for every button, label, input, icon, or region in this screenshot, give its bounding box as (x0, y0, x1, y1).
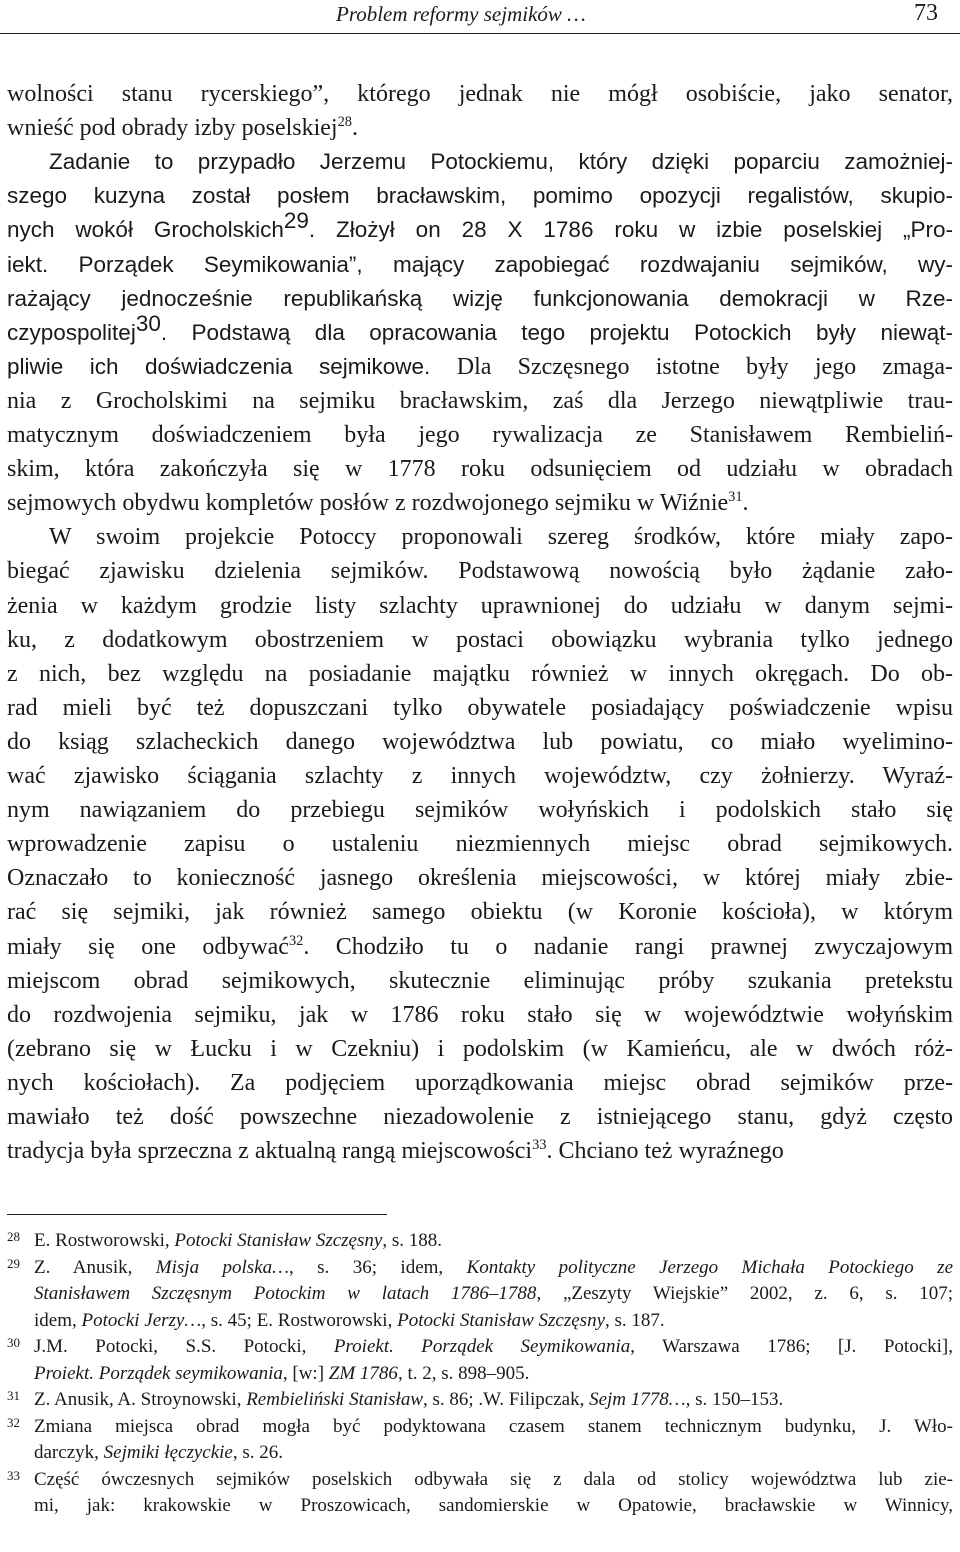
italic-title: Potocki Stanisław Szczęsny (397, 1309, 606, 1331)
text-run: nych wokół Grocholskich (7, 217, 284, 243)
text-run: tradycja była sprzeczna z aktualną rangą miejscowości (7, 1138, 533, 1165)
footnote-line (34, 1281, 953, 1307)
text-run: E. Rostworowski, (34, 1230, 175, 1251)
text-run: Zmiana miejsca obrad mogła być podyktowana czasem stanem technicznym budynku, J. Wło- (34, 1415, 953, 1437)
footnote-number: 30 (7, 1335, 20, 1350)
text-run: czypospolitej (7, 319, 136, 345)
text-run: Z. Anusik, A. Stroynowski, (34, 1389, 247, 1410)
text-line (7, 759, 953, 794)
footnote-number: 29 (7, 1255, 20, 1271)
text-run: Z. Anusik, (34, 1256, 156, 1278)
text-run: , s. 45; E. Rostworowski, (201, 1309, 398, 1331)
text-run: nia z Grocholskimi na sejmiku bracławskim, zaś dla Jerzego niewątpliwie trau- (7, 387, 953, 414)
text-run: . Podstawą dla opracowania tego projektu Potockich były niewąt- (160, 319, 953, 345)
italic-title: ZM 1786 (328, 1362, 398, 1384)
text-run: Dla Szczęsnego istotne były jego zmaga- (456, 353, 953, 380)
footnote-line (34, 1308, 953, 1334)
text-run: W swoim projekcie Potoccy proponowali szereg środków, które miały zapo- (49, 524, 953, 551)
text-run: miejscom obrad sejmikowych, skutecznie eliminując próby szukania pretekstu (7, 967, 953, 994)
italic-title: Stanisławem Szczęsnym Potockim w latach 1786–1788 (34, 1283, 537, 1304)
footnote-ref: 30 (135, 310, 161, 336)
text-run: , Warszawa 1786; [J. Potocki], (630, 1336, 953, 1357)
footnote-number: 33 (7, 1467, 20, 1483)
text-line (49, 520, 953, 555)
footnote-line (34, 1414, 953, 1440)
text-line (7, 486, 953, 521)
text-run: wprowadzenie zapisu o ustaleniu niezmiennych miejsc obrad sejmikowych. (7, 831, 953, 858)
footnote-number: 31 (7, 1388, 20, 1403)
text-run: . (352, 115, 358, 142)
page-number: 73 (914, 0, 938, 26)
text-line (7, 1134, 953, 1169)
footnote-ref: 28 (337, 114, 352, 131)
text-line (7, 895, 953, 930)
text-line (7, 310, 953, 351)
footnote-ref: 31 (728, 489, 743, 506)
text-run: Oznaczało to konieczność jasnego określenia miejscowości, w której miały zbie- (7, 865, 953, 892)
text-line (7, 77, 953, 112)
text-line (7, 111, 953, 146)
italic-title: Kontakty polityczne Jerzego Michała Potockiego ze (466, 1256, 954, 1278)
text-line (7, 452, 953, 487)
text-run: . Chodziło tu o nadanie rangi prawnej zwyczajowym (303, 933, 953, 960)
italic-title: Rembieliński Stanisław (246, 1389, 423, 1410)
text-run: miały się one odbywać (7, 933, 289, 960)
text-run: J.M. Potocki, S.S. Potocki, (34, 1336, 334, 1357)
italic-title: Potocki Jerzy… (81, 1309, 202, 1331)
italic-title: Potocki Stanisław Szczęsny (174, 1230, 383, 1251)
text-line (7, 793, 953, 828)
text-run: nych kościołach). Za podjęciem uporządkowania miejsc obrad sejmików prze- (7, 1069, 953, 1096)
text-line (49, 145, 953, 180)
text-run: rażający jednocześnie republikańską wizję funkcjonowania demokracji w Rze- (7, 285, 953, 311)
text-run: rad mieli być też dopuszczani tylko obywatele posiadający poświadczenie wpisu (7, 694, 953, 721)
text-line (7, 384, 953, 419)
text-run: (zebrano się w Łucku i w Czekniu) i podolskim (w Kamieńcu, ale w dwóch róż- (7, 1035, 953, 1062)
running-head-title: Problem reformy sejmików … (336, 2, 586, 26)
text-run: , s. 150–153. (685, 1389, 784, 1410)
text-run: żenia w każdym grodzie listy szlachty uprawnionej do udziału w danym sejmi- (7, 592, 953, 619)
text-line (7, 208, 953, 248)
text-run: mawiało też dość powszechne niezadowolenie z istniejącego stanu, gdyż często (7, 1104, 953, 1130)
text-run: z nich, bez względu na posiadanie majątku również w innych okręgach. Do ob- (7, 660, 953, 687)
text-run: , [w:] (282, 1362, 329, 1384)
text-run: pliwie ich doświadczenia sejmikowe. (7, 353, 457, 379)
text-run: Część ówczesnych sejmików poselskich odbywała się z dala od stolicy województwa lub zie- (34, 1468, 953, 1490)
footnote-ref: 29 (283, 208, 309, 234)
text-run: , „Zeszyty Wiejskie” 2002, z. 6, s. 107; (536, 1283, 953, 1304)
text-run: darczyk, (34, 1442, 104, 1463)
footnote-separator (7, 1214, 387, 1215)
text-run: biegać zjawisku dzielenia sejmików. Podstawową nowością było żądanie zało- (7, 558, 953, 585)
text-run: do rozdwojenia sejmiku, jak w 1786 roku stało się w województwie wołyńskim (7, 1001, 953, 1028)
text-run: . Chciano też wyraźnego (546, 1138, 784, 1165)
text-line (7, 930, 953, 965)
text-line (7, 998, 953, 1033)
text-line (7, 248, 953, 283)
text-line (7, 725, 953, 760)
footnote-number: 28 (7, 1229, 20, 1244)
text-line (7, 1100, 953, 1135)
text-line (7, 623, 953, 658)
footnote-line (34, 1387, 953, 1413)
footnote-line (34, 1440, 953, 1466)
text-run: , s. 188. (382, 1230, 442, 1251)
footnote-number: 32 (7, 1414, 20, 1430)
text-run: matycznym doświadczeniem była jego rywalizacja ze Stanisławem Rembieliń- (7, 422, 953, 448)
footnote-line (34, 1334, 953, 1360)
text-run: iekt. Porządek Seymikowania”, mający zapobiegać rozdwajaniu sejmików, wy- (7, 251, 953, 277)
text-line (7, 418, 953, 453)
header-rule (0, 33, 960, 34)
text-line (7, 350, 953, 385)
text-run: wać zjawisko ściągania szlachty z innych województw, czy żołnierzy. Wyraź- (7, 763, 953, 789)
footnote-ref: 33 (532, 1137, 547, 1154)
text-run: wnieść pod obrady izby poselskiej (7, 115, 338, 142)
text-run: Zadanie to przypadło Jerzemu Potockiemu, który dzięki poparciu zamożniej- (49, 149, 953, 175)
text-line (7, 1066, 953, 1101)
text-run: do ksiąg szlacheckich danego województwa lub powiatu, co miało wyelimino- (7, 728, 953, 755)
text-run: mi, jak: krakowskie w Proszowicach, sandomierskie w Opatowie, bracławskie w Winnicy, (34, 1495, 953, 1516)
text-run: idem, (34, 1309, 82, 1331)
text-line (7, 1032, 953, 1067)
footnote-line (34, 1361, 953, 1387)
text-line (7, 861, 953, 896)
text-run: ku, z dodatkowym obostrzeniem w postaci obowiązku wybrania tylko jednego (7, 626, 953, 653)
italic-title: Misja polska… (155, 1256, 289, 1278)
text-line (7, 554, 953, 589)
text-run: . Złożył on 28 X 1786 roku w izbie poselskiej „Pro- (308, 217, 953, 243)
text-run: , s. 36; idem, (289, 1256, 467, 1278)
italic-title: Proiekt. Porządek Seymikowania (333, 1336, 631, 1357)
italic-title: Sejmiki łęczyckie (103, 1442, 233, 1463)
text-run: , s. 26. (232, 1442, 284, 1463)
text-line (7, 589, 953, 624)
text-run: , s. 86; .W. Filipczak, (423, 1389, 590, 1410)
running-head (0, 0, 960, 36)
footnote-ref: 32 (288, 932, 304, 949)
text-run: . (742, 490, 749, 517)
text-run: skim, która zakończyła się w 1778 roku odsunięciem od udziału w obradach (7, 456, 953, 483)
text-run: , t. 2, s. 898–905. (397, 1362, 530, 1384)
text-run: szego kuzyna został posłem bracławskim, pomimo opozycji regalistów, skupio- (7, 183, 953, 209)
text-line (7, 179, 953, 214)
text-line (7, 964, 953, 999)
italic-title: Proiekt. Porządek seymikowania (34, 1362, 283, 1384)
italic-title: Sejm 1778… (589, 1389, 686, 1410)
text-line (7, 691, 953, 726)
footnote-line (34, 1228, 953, 1254)
text-run: nym nawiązaniem do przebiegu sejmików wołyńskich i podolskich stało się (7, 797, 953, 824)
text-run: sejmowych obydwu kompletów posłów z rozdwojonego sejmiku w Wiźnie (7, 490, 729, 517)
footnote-line (34, 1255, 953, 1281)
text-line (7, 657, 953, 692)
footnote-line (34, 1467, 953, 1493)
text-line (7, 827, 953, 862)
footnote-line (34, 1493, 953, 1519)
text-run: wolności stanu rycerskiego”, którego jednak nie mógł osobiście, jako senator, (7, 81, 953, 107)
text-run: , s. 187. (605, 1309, 665, 1331)
text-run: rać się sejmiki, jak również samego obiektu (w Koronie kościoła), w którym (7, 899, 953, 926)
